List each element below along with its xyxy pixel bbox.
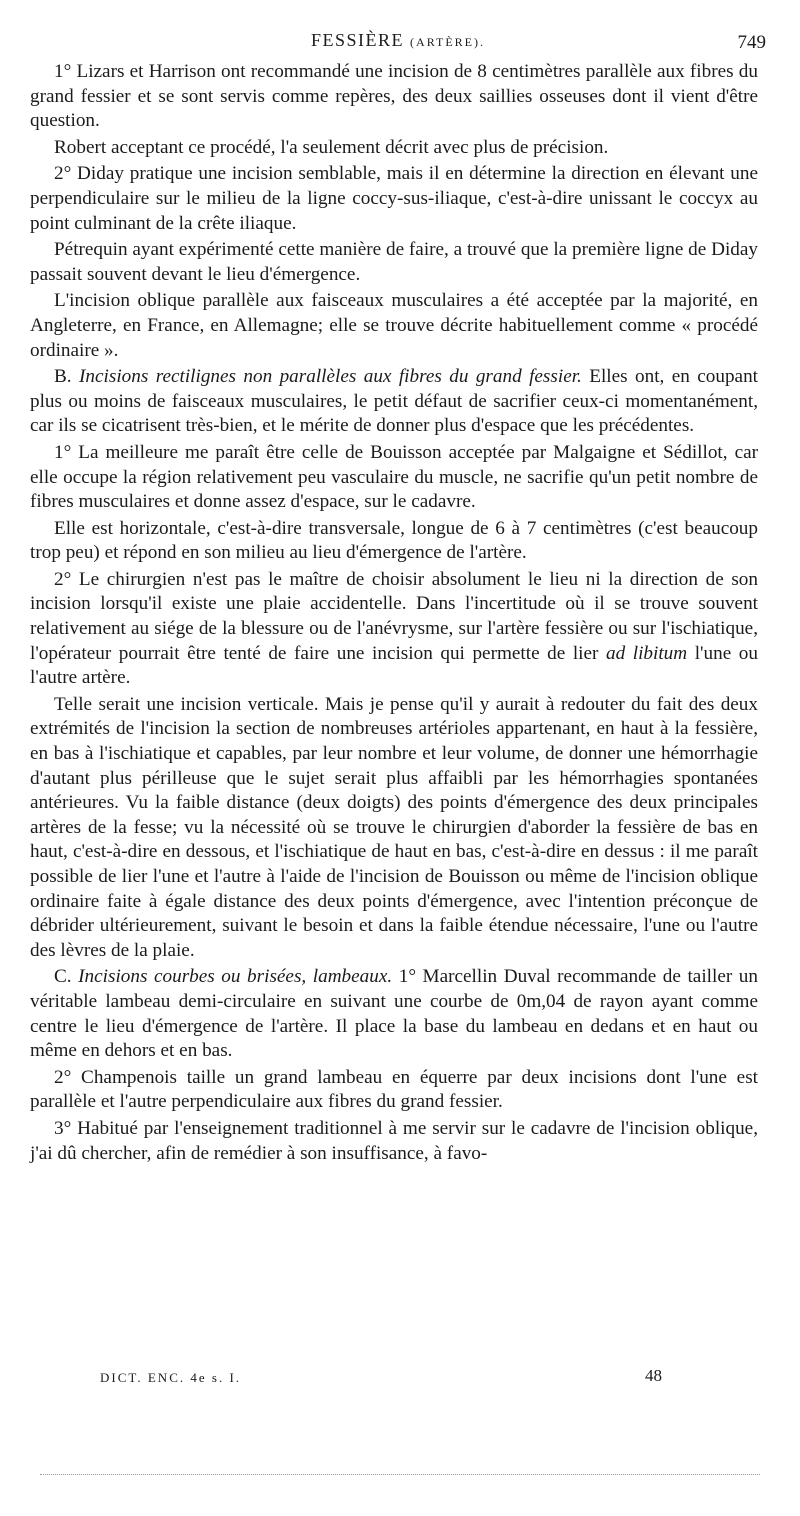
page-footer <box>100 1366 680 1392</box>
paragraph: Elle est horizontale, c'est-à-dire transversale, longue de 6 à 7 centimètres (c'est beaucoup trop peu) et répond en son milieu au lieu d'émergence de l'artère. <box>30 517 758 564</box>
italic-text: ad libitum <box>606 642 688 664</box>
paragraph-text: Elles ont, en coupant plus ou moins de faisceaux musculaires, le petit défaut de sacrifier ceux-ci momentanément, car ils se cicatrisent très-bien, et le mérite de donner plus d'espace que les précédentes. <box>30 366 758 437</box>
paragraph: Telle serait une incision verticale. Mais je pense qu'il y aurait à redouter du fait des deux extrémités de l'incision la section de nombreuses artérioles appartenant, en haut à la fessière, en bas à l'ischiatique et capables, par leur nombre et leur volume, de donner une hémorrhagie d'autant plus périlleuse que le sujet serait plus affaibli par les hémorrhagies spontanées antérieures. Vu la faible distance (deux doigts) des points d'émergence des deux principales artères de la fesse; vu la nécessité où se trouve le chirurgien d'aborder la fessière de bas en haut, c'est-à-dire en dessous, et l'ischiatique de haut en bas, c'est-à-dire en dessus : il me paraît possible de lier l'une et l'autre à l'aide de l'incision de Bouisson ou même de l'incision oblique ordinaire faite à égale distance des deux points d'émergence, avec l'intention préconçue de débrider ultérieurement, suivant le besoin et dans la faible étendue nécessaire, l'une ou l'autre des lèvres de la plaie. <box>30 693 758 961</box>
paragraph: Robert acceptant ce procédé, l'a seulement décrit avec plus de précision. <box>54 136 609 158</box>
paragraph-text: C. <box>54 966 79 988</box>
paragraph-text: 1° Marcellin Duval recommande de tailler un véritable lambeau demi-circulaire en suivant une courbe de 0m,04 de rayon ayant comme centre le lieu d'émergence de l'artère. Il place la base du lambeau en dedans et en haut ou même en dehors et en bas. <box>30 966 758 1062</box>
paragraph-text: 2° Le chirurgien n'est pas le maître de choisir absolument le lieu ni la direction de son incision lorsqu'il existe une plaie accidentelle. Dans l'incertitude où il se trouve souvent relativement au siége de la blessure ou de l'anévrysme, sur l'artère fessière ou sur l'ischiatique, l'opérateur pourrait être tenté de faire une incision qui permette de lier <box>30 568 758 664</box>
page-number: 749 <box>737 32 766 53</box>
bottom-dotted-rule <box>40 1474 760 1477</box>
paragraph <box>30 365 758 439</box>
title-sub: (ARTÈRE). <box>410 35 485 49</box>
italic-text: Incisions courbes ou brisées, lambeaux. <box>78 966 393 988</box>
paragraph: 3° Habitué par l'enseignement traditionnel à me servir sur le cadavre de l'incision oblique, j'ai dû chercher, afin de remédier à son insuffisance, à favo- <box>30 1117 758 1164</box>
paragraph <box>30 965 758 1063</box>
title-main: FESSIÈRE <box>311 30 405 50</box>
paragraph: 1° La meilleure me paraît être celle de Bouisson acceptée par Malgaigne et Sédillot, car elle occupe la région relativement peu vasculaire du muscle, ne sacrifie qu'un petit nombre de fibres musculaires et donne assez d'espace, sur le cadavre. <box>30 441 758 513</box>
paragraph-text: B. <box>54 366 80 388</box>
sheet-number: 48 <box>645 1366 662 1385</box>
paragraph: 2° Champenois taille un grand lambeau en équerre par deux incisions dont l'une est parallèle et l'autre perpendiculaire aux fibres du grand fessier. <box>30 1066 758 1113</box>
paragraph-text: l'une ou l'autre artère. <box>30 642 758 689</box>
paragraph: L'incision oblique parallèle aux faisceaux musculaires a été acceptée par la majorité, en Angleterre, en France, en Allemagne; elle se trouve décrite habituellement comme « procédé ordinaire ». <box>30 290 758 361</box>
page-title <box>30 30 766 51</box>
paragraph: 2° Diday pratique une incision semblable, mais il en détermine la direction en élevant une perpendiculaire sur le milieu de la ligne coccy-sus-iliaque, c'est-à-dire unissant le coccyx au point culminant de la crête iliaque. <box>30 163 758 234</box>
italic-text: Incisions rectilignes non parallèles aux fibres du grand fessier. <box>79 366 582 388</box>
paragraph: 1° Lizars et Harrison ont recommandé une incision de 8 centimètres parallèle aux fibres du grand fessier et se sont servis comme repères, des deux saillies osseuses dont il vient d'être question. <box>30 61 758 132</box>
footer-signature: DICT. ENC. 4e s. I. <box>100 1370 242 1385</box>
paragraph: Pétrequin ayant expérimenté cette manière de faire, a trouvé que la première ligne de Diday passait souvent devant le lieu d'émergence. <box>30 239 758 285</box>
paragraph <box>30 568 758 691</box>
body-text <box>30 60 758 1168</box>
running-header <box>30 30 766 58</box>
